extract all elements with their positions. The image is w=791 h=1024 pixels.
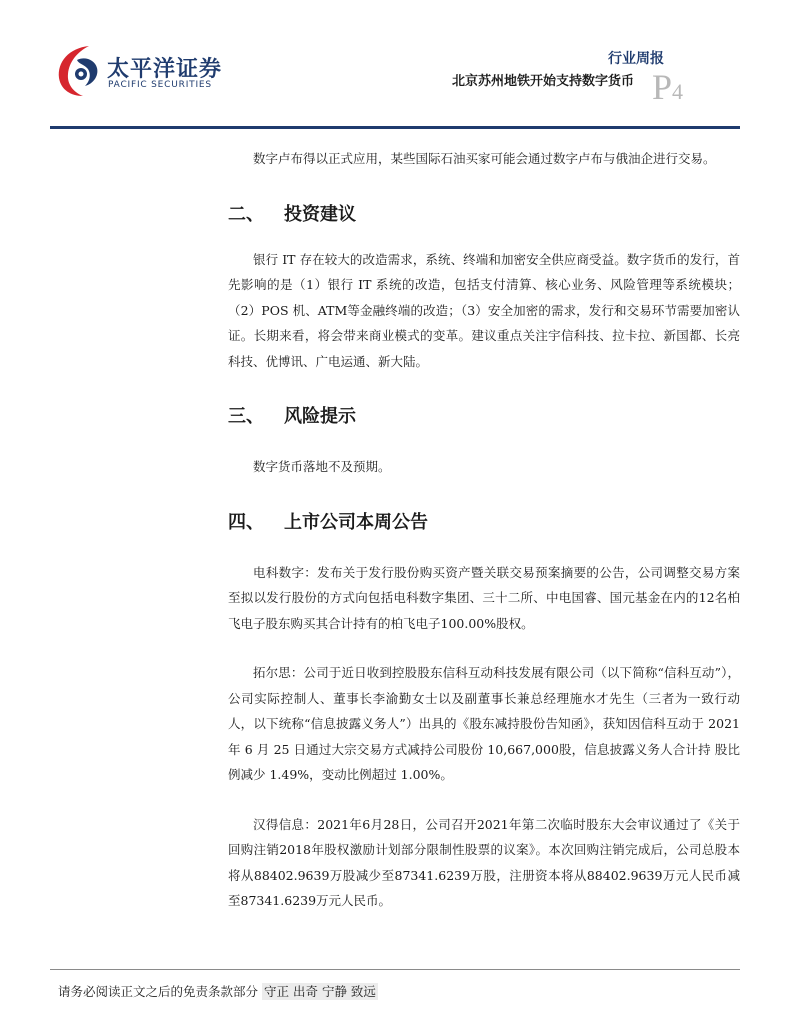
report-category: 行业周报	[608, 51, 664, 67]
footer-divider	[50, 969, 740, 970]
report-body	[228, 146, 740, 914]
page-header	[0, 0, 791, 132]
page-footer	[58, 982, 378, 1000]
announcement-paragraph: 拓尔思：公司于近日收到控股股东信科互动科技发展有限公司（以下简称“信科互动”），公司实际控制人、董事长李渝勤女士以及副董事长兼总经理施水才先生（三者为一致行动人，以下统称“信息披露义务人”）出具的《股东减持股份告知函》，获知因信科互动于 2021 年 6 月 25 日通过大宗交易方式减持公司股份 10,667,000股，信息披露义务人合计持 股比例减少 1.49%，变动比例超过 1.00%。	[228, 665, 740, 782]
report-title: 北京苏州地铁开始支持数字货币	[451, 74, 634, 89]
section-heading-risk-warning	[228, 402, 740, 428]
section-title: 风险提示	[284, 406, 356, 427]
intro-paragraph: 数字卢布得以正式应用，某些国际石油买家可能会通过数字卢布与俄油企进行交易。	[253, 151, 716, 166]
section-number: 三、	[228, 406, 264, 427]
section-title: 投资建议	[284, 203, 356, 225]
section-title: 上市公司本周公告	[284, 511, 428, 533]
page-number	[652, 66, 683, 108]
announcement-paragraph: 电科数字：发布关于发行股份购买资产暨关联交易预案摘要的公告，公司调整交易方案至拟以发行股份的方式向包括电科数字集团、三十二所、中电国睿、国元基金在内的12名柏飞电子股东购买其合计持有的柏飞电子100.00%股权。	[228, 564, 740, 631]
page-digit: 4	[672, 79, 684, 104]
page-letter: P	[652, 67, 673, 107]
investment-advice-paragraph: 银行 IT 存在较大的改造需求，系统、终端和加密安全供应商受益。数字货币的发行，首先影响的是（1）银行 IT 系统的改造，包括支付清算、核心业务、风险管理等系统模块；（2）POS 机、ATM等金融终端的改造；（3）安全加密的需求，发行和交易环节需要加密认证。长期来看，将会带来商业模式的变革。建议重点关注宇信科技、拉卡拉、新国都、长亮科技、优博讯、广电运通、新大陆。	[228, 251, 740, 369]
company-logo	[55, 42, 223, 102]
risk-warning-paragraph: 数字货币落地不及预期。	[253, 459, 391, 474]
section-number: 二、	[228, 203, 264, 225]
pacific-securities-logo-icon	[55, 42, 103, 98]
disclaimer-note: 请务必阅读正文之后的免责条款部分	[58, 984, 259, 999]
section-heading-announcements	[228, 508, 740, 534]
company-motto: 守正 出奇 宁静 致远	[264, 984, 376, 999]
section-number: 四、	[228, 511, 264, 533]
announcement-paragraph: 汉得信息：2021年6月28日，公司召开2021年第二次临时股东大会审议通过了《关于回购注销2018年股权激励计划部分限制性股票的议案》。本次回购注销完成后，公司总股本将从88402.9639万股减少至87341.6239万股，注册资本将从88402.9639万元人民币减至87341.6239万元人民币。	[228, 816, 740, 908]
logo-chinese-name: 太平洋证券	[107, 57, 223, 82]
header-divider	[50, 126, 740, 129]
section-heading-investment-advice	[228, 200, 740, 226]
logo-english-name: PACIFIC SECURITIES	[108, 80, 212, 90]
